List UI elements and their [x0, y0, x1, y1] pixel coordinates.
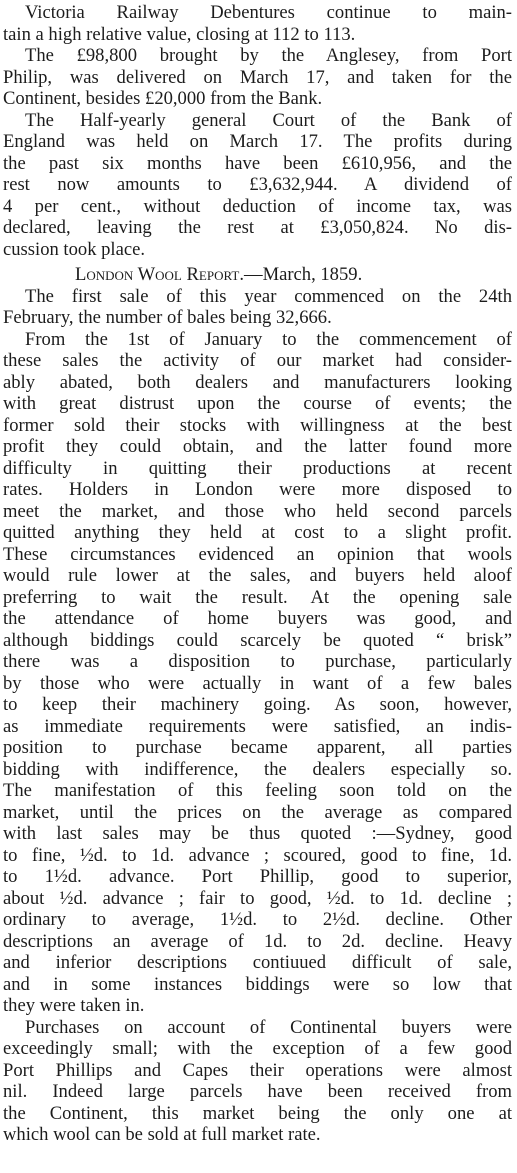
text-line: by those who were actually in want of a few bales [3, 672, 512, 694]
text-line: the Continent, this market being the only one at [3, 1102, 512, 1124]
heading-label: London Wool Report. [75, 264, 244, 285]
text-line: The Half-yearly general Court of the Bank of [25, 109, 512, 131]
paragraph-anglesey-bullion [3, 45, 512, 110]
paragraph-bank-of-england-court [3, 110, 512, 261]
text-line: The first sale of this year commenced on the 24th [25, 285, 512, 307]
section-heading [3, 264, 512, 286]
text-line: The £98,800 brought by the Anglesey, from Port [25, 45, 512, 66]
text-line: Purchases on account of Continental buyers were [25, 1016, 512, 1038]
text-line: which wool can be sold at full market rate. [3, 1124, 321, 1145]
text-line: ordinary to average, 1½d. to 2½d. decline. Other [3, 909, 512, 930]
text-line: about ½d. advance ; fair to good, ½d. to 1d. decline ; [3, 887, 512, 909]
text-line: there was a disposition to purchase, particularly [3, 651, 512, 672]
paragraph-first-sale [3, 286, 512, 329]
text-line: Port Phillips and Capes their operations were almost [3, 1059, 512, 1081]
text-line: Continent, besides £20,000 from the Bank. [3, 88, 323, 109]
text-line: to fine, ½d. to 1d. advance ; scoured, good to fine, 1d. [3, 844, 512, 866]
text-line: profit they could obtain, and the latter found more [3, 436, 512, 457]
text-line: to 1½d. advance. Port Phillip, good to superior, [3, 866, 512, 887]
text-line: bidding with indifference, the dealers especially so. [3, 758, 512, 780]
text-line: the attendance of home buyers was good, and [3, 608, 512, 629]
text-line: and in some instances biddings were so low that [3, 973, 512, 995]
text-line: these sales the activity of our market had consider- [3, 350, 512, 371]
text-line: preferring to wait the result. At the opening sale [3, 586, 512, 608]
text-line: to keep their machinery going. As soon, however, [3, 694, 512, 715]
text-line: they were taken in. [3, 995, 145, 1016]
text-line: The manifestation of this feeling soon told on the [3, 780, 512, 801]
text-line: descriptions an average of 1d. to 2d. decline. Heavy [3, 930, 512, 952]
text-line: Philip, was delivered on March 17, and taken for the [3, 66, 512, 88]
text-line: position to purchase became apparent, all parties [3, 737, 512, 758]
text-line: February, the number of bales being 32,666. [3, 307, 332, 328]
paragraph-continental-buyers [3, 1017, 512, 1146]
text-line: although biddings could scarcely be quoted “ brisk” [3, 629, 512, 651]
text-line: 4 per cent., without deduction of income tax, was [3, 195, 512, 217]
text-line: and inferior descriptions contiuued difficult of sale, [3, 952, 512, 973]
text-line: former sold their stocks with willingness at the best [3, 414, 512, 436]
text-line: meet the market, and those who held second parcels [3, 500, 512, 522]
text-line: ably abated, both dealers and manufacturers looking [3, 371, 512, 393]
text-line: rates. Holders in London were more disposed to [3, 479, 512, 500]
text-line: England was held on March 17. The profits during [3, 131, 512, 152]
text-line: with last sales may be thus quoted :—Sydney, good [3, 823, 512, 844]
paragraph-railway-debentures [3, 2, 512, 45]
text-line: nil. Indeed large parcels have been received from [3, 1081, 512, 1102]
text-line: Victoria Railway Debentures continue to main- [25, 2, 512, 23]
text-line: From the 1st of January to the commencement of [25, 328, 512, 350]
text-line: declared, leaving the rest at £3,050,824. No dis- [3, 217, 512, 238]
text-line: cussion took place. [3, 238, 146, 260]
text-line: difficulty in quitting their productions at recent [3, 457, 512, 479]
text-line: with great distrust upon the course of events; the [3, 393, 512, 414]
text-line: exceedingly small; with the exception of a few good [3, 1038, 512, 1059]
text-line: These circumstances evidenced an opinion that wools [3, 543, 512, 565]
paragraph-market-activity [3, 329, 512, 1017]
text-line: rest now amounts to £3,632,944. A dividend of [3, 174, 512, 195]
heading-date: —March, 1859. [243, 264, 363, 285]
text-line: market, until the prices on the average as compared [3, 801, 512, 823]
newspaper-column [3, 2, 512, 1146]
text-line: as immediate requirements were satisfied, an indis- [3, 715, 512, 737]
text-line: quitted anything they held at cost to a slight profit. [3, 522, 512, 543]
text-line: tain a high relative value, closing at 112 to 113. [3, 23, 356, 45]
text-line: would rule lower at the sales, and buyers held aloof [3, 565, 512, 586]
text-line: the past six months have been £610,956, and the [3, 152, 512, 174]
